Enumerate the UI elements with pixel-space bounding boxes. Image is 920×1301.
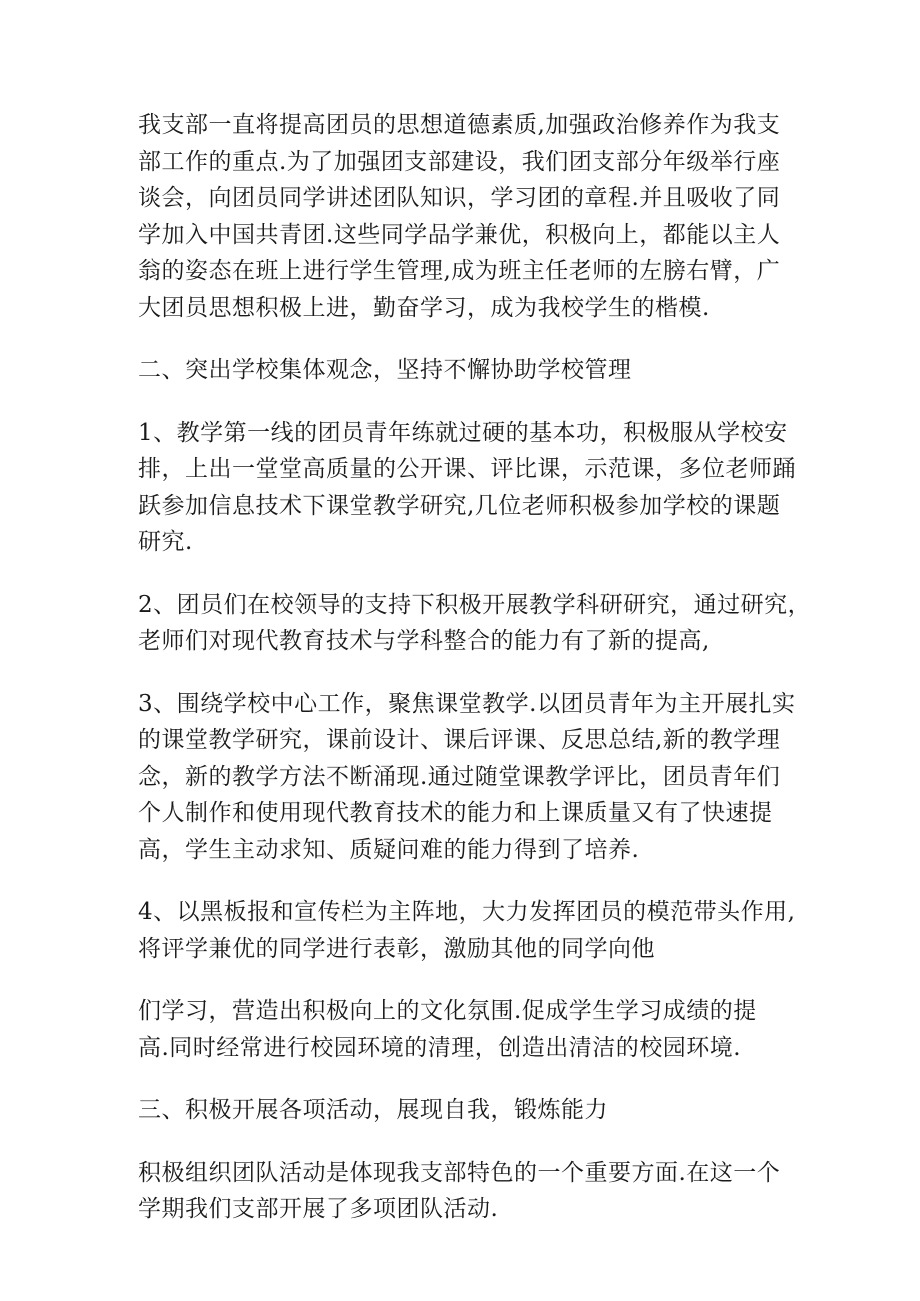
text-line: 将评学兼优的同学进行表彰，激励其他的同学向他 [138,935,655,962]
section-heading-3 [138,1092,788,1129]
paragraph-item-1 [138,415,796,561]
paragraph-item-2 [138,587,812,660]
text-line: 们学习，营造出积极向上的文化氛围.促成学生学习成绩的提 [138,998,757,1024]
text-line: 4、以黑板报和宣传栏为主阵地，大力发挥团员的模范带头作用, [138,899,796,925]
text-line: 大团员思想积极上进，勤奋学习，成为我校学生的楷模. [138,294,710,321]
text-line: 跃参加信息技术下课堂教学研究,几位老师积极参加学校的课题 [138,492,781,519]
paragraph-item-3 [138,686,796,869]
text-line: 个人制作和使用现代教育技术的能力和上课质量又有了快速提 [138,800,773,826]
text-line: 学期我们支部开展了多项团队活动. [138,1196,499,1222]
paragraph-activities [138,1155,788,1228]
paragraph-intro [138,107,788,326]
text-line: 排，上出一堂堂高质量的公开课、评比课，示范课，多位老师踊 [138,456,796,482]
text-line: 积极组织团队活动是体现我支部特色的一个重要方面.在这一个 [138,1159,781,1186]
section-heading-2 [138,352,788,389]
text-line: 翁的姿态在班上进行学生管理,成为班主任老师的左膀右臂，广 [138,258,781,284]
text-line: 研究. [138,529,193,555]
text-line: 高.同时经常进行校园环境的清理，创造出清洁的校园环境. [138,1034,742,1061]
document-page [138,107,812,1254]
heading-line: 二、突出学校集体观念，坚持不懈协助学校管理 [138,357,632,383]
paragraph-item-4-continued [138,993,788,1066]
text-line: 念，新的教学方法不断涌现.通过随堂课教学评比，团员青年们 [138,763,781,790]
text-line: 谈会，向团员同学讲述团队知识，学习团的章程.并且吸收了同 [138,185,781,211]
paragraph-item-4 [138,894,796,967]
text-line: 高，学生主动求知、质疑问难的能力得到了培养. [138,836,640,863]
text-line: 1、教学第一线的团员青年练就过硬的基本功，积极服从学校安 [138,419,788,446]
text-line: 学加入中国共青团.这些同学品学兼优，积极向上，都能以主人 [138,221,781,248]
text-line: 2、团员们在校领导的支持下积极开展教学科研研究，通过研究， [138,591,812,618]
text-line: 部工作的重点.为了加强团支部建设，我们团支部分年级举行座 [138,148,781,175]
text-line: 老师们对现代教育技术与学科整合的能力有了新的提高, [138,628,710,654]
text-line: 3、围绕学校中心工作，聚焦课堂教学.以团员青年为主开展扎实 [138,690,796,717]
text-line: 的课堂教学研究，课前设计、课后评课、反思总结,新的教学理 [138,727,781,753]
text-line: 我支部一直将提高团员的思想道德素质,加强政治修养作为我支 [138,112,781,138]
heading-line: 三、积极开展各项活动，展现自我，锻炼能力 [138,1097,608,1123]
